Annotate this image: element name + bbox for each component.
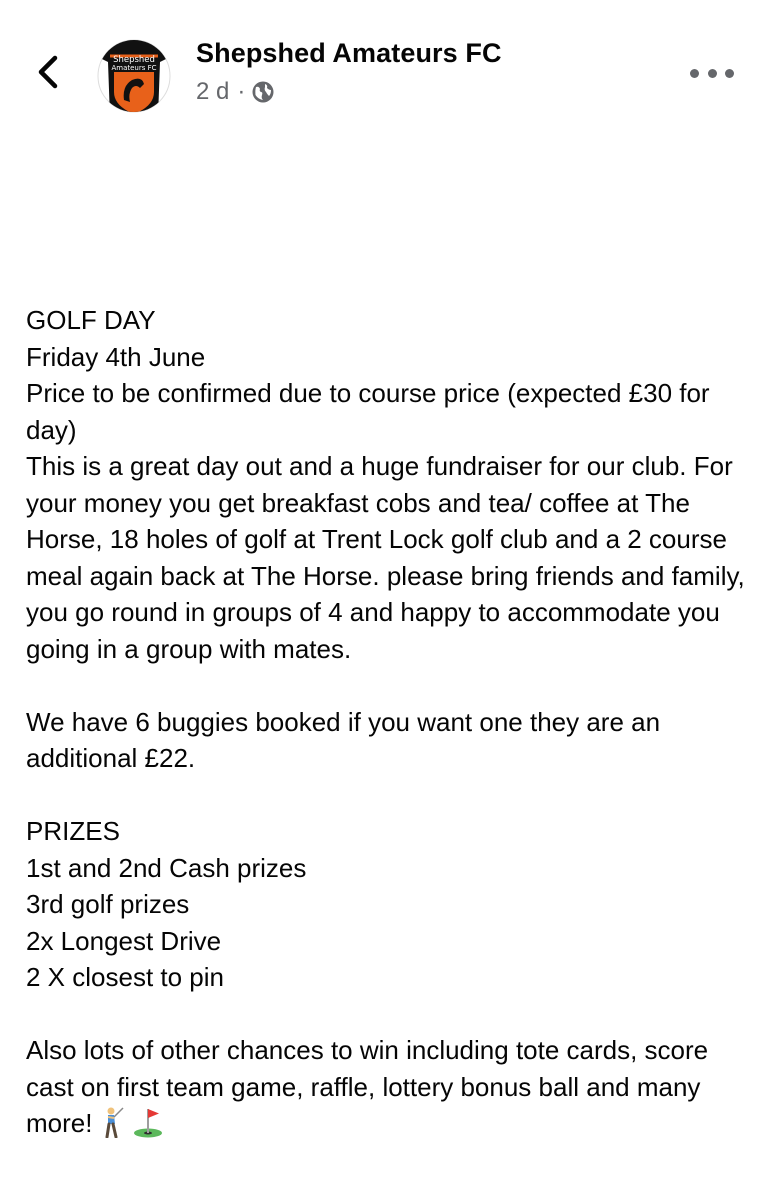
post-text — [26, 302, 746, 1148]
more-dot — [725, 69, 734, 78]
svg-text:Amateurs FC: Amateurs FC — [111, 64, 157, 72]
paragraph-gap — [26, 996, 746, 1033]
post-heading: GOLF DAY — [26, 305, 156, 335]
prizes-heading: PRIZES — [26, 816, 120, 846]
avatar[interactable] — [96, 34, 172, 118]
globe-icon — [251, 80, 275, 104]
golfer-emoji — [98, 1106, 126, 1148]
prize-item: 1st and 2nd Cash prizes — [26, 852, 307, 883]
paragraph-gap — [26, 777, 746, 814]
post-date: Friday 4th June — [26, 341, 206, 372]
post-price: Price to be confirmed due to course price (expected £30 for day) — [26, 378, 710, 445]
chevron-left-icon — [36, 54, 60, 90]
post-buggies: We have 6 buggies booked if you want one they are an additional £22. — [26, 706, 661, 773]
prize-item: 2 X closest to pin — [26, 962, 224, 992]
back-button[interactable] — [26, 48, 70, 96]
prize-item: 3rd golf prizes — [26, 889, 190, 919]
post-timestamp[interactable]: 2 d — [196, 78, 230, 105]
svg-text:Shepshed: Shepshed — [113, 55, 155, 65]
more-options-button[interactable] — [690, 58, 734, 88]
prize-item: 2x Longest Drive — [26, 925, 222, 956]
post-header — [0, 0, 760, 150]
paragraph-gap — [26, 667, 746, 704]
page-name[interactable]: Shepshed Amateurs FC — [196, 38, 502, 68]
flag-in-hole-emoji — [132, 1106, 164, 1148]
post-meta — [196, 78, 275, 106]
more-dot — [690, 69, 699, 78]
more-dot — [708, 69, 717, 78]
closing-text: Also lots of other chances to win including tote cards, score cast on first team game, raffle, lottery bonus ball and many more! — [26, 1035, 709, 1138]
post-description: This is a great day out and a huge fundraiser for our club. For your money you get breakfast cobs and tea/ coffee at The Horse, 18 holes of golf at Trent Lock golf club and a 2 course meal again back at The Horse. please bring friends and family, you go round in groups of 4 and happy to accommodate you going in a group with mates. — [26, 451, 745, 664]
post-closing — [26, 1032, 746, 1148]
club-logo — [96, 34, 172, 118]
meta-separator: · — [237, 78, 246, 105]
